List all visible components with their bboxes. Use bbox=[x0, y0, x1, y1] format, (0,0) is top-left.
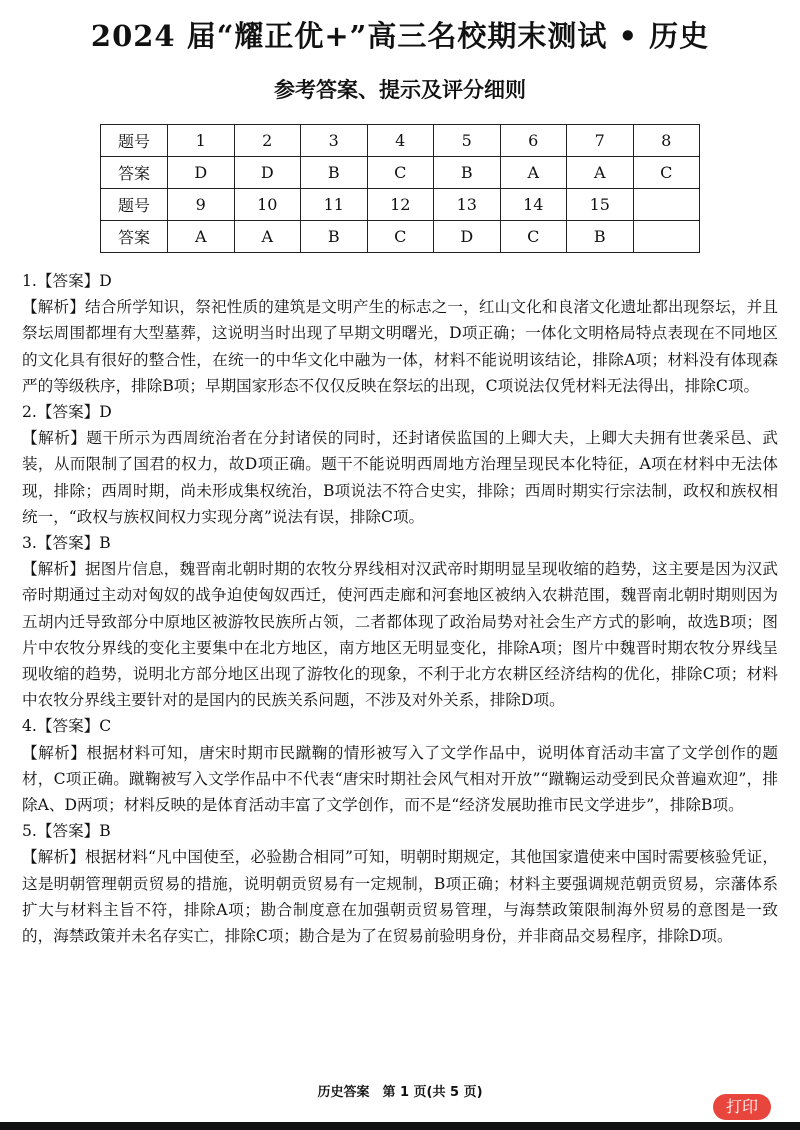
row-label: 题号 bbox=[101, 125, 168, 157]
table-cell: D bbox=[434, 221, 501, 253]
table-cell: A bbox=[500, 157, 567, 189]
answer-table bbox=[100, 124, 700, 253]
table-cell: A bbox=[168, 221, 235, 253]
table-row bbox=[101, 125, 700, 157]
question-answer: 5.【答案】B bbox=[22, 822, 111, 841]
row-label: 题号 bbox=[101, 189, 168, 221]
question-analysis: 【解析】据图片信息，魏晋南北朝时期的农牧分界线相对汉武帝时期明显呈现收缩的趋势，这主要是因为汉武帝时期通过主动对匈奴的战争迫使匈奴西迁，使河西走廊和河套地区被纳入农耕范围，魏晋南北朝时期则因为五胡内迁导致部分中原地区被游牧民族所占领，二者都体现了政治局势对社会生产方式的影响，故选B项；图片中农牧分界线的变化主要集中在北方地区，南方地区无明显变化，排除A项；图片中魏晋时期农牧分界线呈现收缩的趋势，说明北方部分地区出现了游牧化的现象，不利于北方农耕区经济结构的优化，排除C项；材料中农牧分界线主要针对的是国内的民族关系问题，不涉及对外关系，排除D项。 bbox=[22, 560, 778, 710]
table-cell: 3 bbox=[301, 125, 368, 157]
row-label: 答案 bbox=[101, 221, 168, 253]
document-subtitle: 参考答案、提示及评分细则 bbox=[274, 78, 526, 102]
table-cell: 12 bbox=[367, 189, 434, 221]
question-answer: 4.【答案】C bbox=[22, 717, 112, 736]
question-analysis: 【解析】根据材料“凡中国使至，必验勘合相同”可知，明朝时期规定，其他国家遣使来中国时需要核验凭证，这是明朝管理朝贡贸易的措施，说明朝贡贸易有一定规制，B项正确；材料主要强调规范朝贡贸易，宗藩体系扩大与材料主旨不符，排除A项；勘合制度意在加强朝贡贸易管理，与海禁政策限制海外贸易的意图是一致的，海禁政策并未名存实亡，排除C项；勘合是为了在贸易前验明身份，并非商品交易程序，排除D项。 bbox=[22, 848, 778, 946]
table-cell: 5 bbox=[434, 125, 501, 157]
table-cell: A bbox=[567, 157, 634, 189]
table-cell: A bbox=[234, 221, 301, 253]
table-cell: B bbox=[301, 157, 368, 189]
table-cell: C bbox=[500, 221, 567, 253]
question-analysis: 【解析】题干所示为西周统治者在分封诸侯的同时，还封诸侯监国的上卿大夫，上卿大夫拥有世袭采邑、武装，从而限制了国君的权力，故D项正确。题干不能说明西周地方治理呈现民本化特征，A项在材料中无法体现，排除；西周时期，尚未形成集权统治，B项说法不符合史实，排除；西周时期实行宗法制，政权和族权相统一，“政权与族权间权力实现分离”说法有误，排除C项。 bbox=[22, 429, 778, 526]
question-analysis: 【解析】根据材料可知，唐宋时期市民蹴鞠的情形被写入了文学作品中，说明体育活动丰富了文学创作的题材，C项正确。蹴鞠被写入文学作品中不代表“唐宋时期社会风气相对开放”“蹴鞠运动受到民众普遍欢迎”，排除A、D两项；材料反映的是体育活动丰富了文学创作，而不是“经济发展助推市民文学进步”，排除B项。 bbox=[22, 743, 778, 815]
table-cell: B bbox=[301, 221, 368, 253]
table-cell: 8 bbox=[633, 125, 700, 157]
question-block bbox=[22, 713, 778, 818]
question-block bbox=[22, 268, 778, 399]
table-cell: C bbox=[633, 157, 700, 189]
bottom-divider bbox=[0, 1122, 800, 1130]
page-footer: 历史答案 第 1 页(共 5 页) bbox=[317, 1085, 483, 1100]
question-answer: 3.【答案】B bbox=[22, 534, 111, 553]
table-cell: B bbox=[567, 221, 634, 253]
document-title: 2024 届“耀正优+”高三名校期末测试 • 历史 bbox=[90, 19, 710, 53]
question-answer: 2.【答案】D bbox=[22, 403, 112, 422]
question-answer: 1.【答案】D bbox=[22, 272, 112, 290]
table-cell: C bbox=[367, 157, 434, 189]
question-block bbox=[22, 818, 778, 949]
table-cell: C bbox=[367, 221, 434, 253]
question-analysis: 【解析】结合所学知识，祭祀性质的建筑是文明产生的标志之一，红山文化和良渚文化遗址都出现祭坛，并且祭坛周围都埋有大型墓葬，这说明当时出现了早期文明曙光，D项正确；一体化文明格局特点表现在不同地区的文化具有很好的整合性，在统一的中华文化中融为一体，材料不能说明该结论，排除A项；材料没有体现森严的等级秩序，排除B项；早期国家形态不仅仅反映在祭坛的出现，C项说法仅凭材料无法得出，排除C项。 bbox=[22, 298, 778, 395]
table-cell: 1 bbox=[168, 125, 235, 157]
table-row bbox=[101, 157, 700, 189]
table-cell: D bbox=[234, 157, 301, 189]
table-cell: 13 bbox=[434, 189, 501, 221]
row-label: 答案 bbox=[101, 157, 168, 189]
table-row bbox=[101, 189, 700, 221]
table-cell: 11 bbox=[301, 189, 368, 221]
print-button[interactable]: 打印 bbox=[713, 1094, 771, 1120]
answer-explanations bbox=[22, 268, 778, 949]
table-cell: 4 bbox=[367, 125, 434, 157]
table-cell: 15 bbox=[567, 189, 634, 221]
table-cell: B bbox=[434, 157, 501, 189]
table-cell bbox=[633, 221, 700, 253]
table-cell: 6 bbox=[500, 125, 567, 157]
table-cell: 2 bbox=[234, 125, 301, 157]
table-row bbox=[101, 221, 700, 253]
table-cell bbox=[633, 189, 700, 221]
table-cell: 7 bbox=[567, 125, 634, 157]
table-cell: D bbox=[168, 157, 235, 189]
table-cell: 14 bbox=[500, 189, 567, 221]
table-cell: 9 bbox=[168, 189, 235, 221]
question-block bbox=[22, 399, 778, 530]
question-block bbox=[22, 530, 778, 713]
table-cell: 10 bbox=[234, 189, 301, 221]
